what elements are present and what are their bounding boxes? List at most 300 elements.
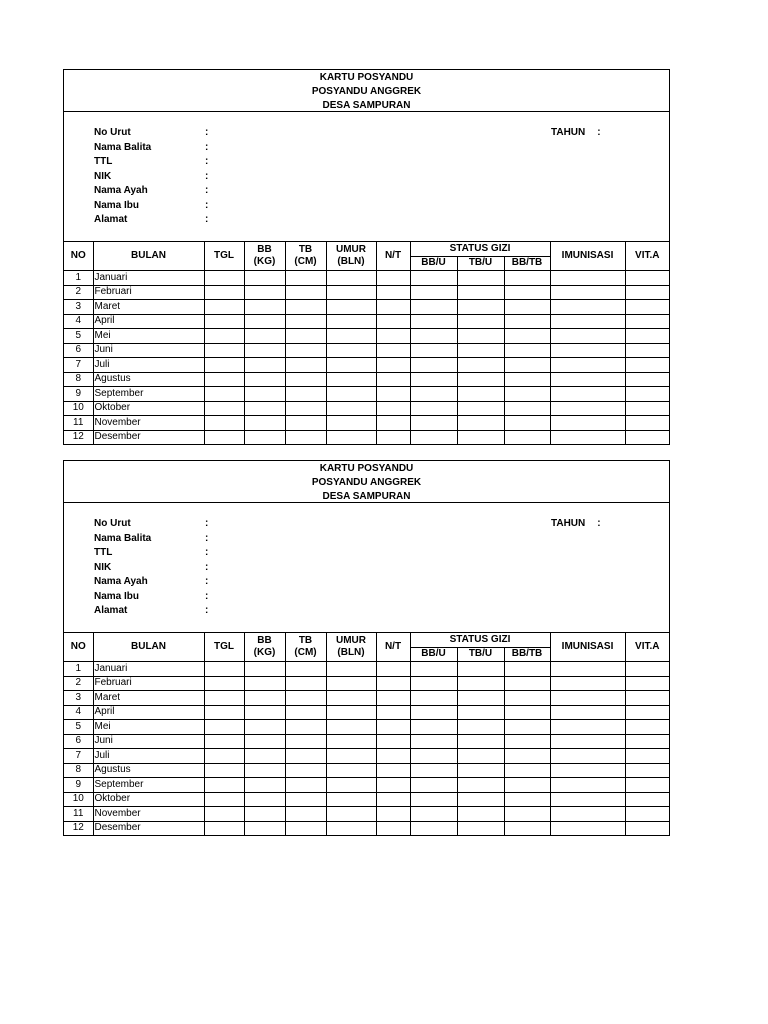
- field-tahun: [551, 126, 601, 140]
- cell-tb[interactable]: [285, 300, 326, 315]
- cell-tgl[interactable]: [204, 387, 244, 402]
- cell-tb-u[interactable]: [457, 372, 504, 387]
- cell-vita[interactable]: [625, 705, 669, 720]
- cell-tgl[interactable]: [204, 401, 244, 416]
- cell-imunisasi[interactable]: [550, 749, 625, 764]
- cell-vita[interactable]: [625, 430, 669, 444]
- cell-umur[interactable]: [326, 271, 376, 286]
- cell-bb-u[interactable]: [410, 358, 457, 373]
- field-separator: :: [205, 590, 209, 602]
- cell-tb[interactable]: [285, 792, 326, 807]
- cell-umur[interactable]: [326, 387, 376, 402]
- cell-bb-tb[interactable]: [504, 734, 550, 749]
- cell-tb[interactable]: [285, 662, 326, 677]
- cell-bb-u[interactable]: [410, 778, 457, 793]
- cell-bb[interactable]: [244, 416, 285, 431]
- cell-bb[interactable]: [244, 372, 285, 387]
- cell-imunisasi[interactable]: [550, 662, 625, 677]
- cell-umur[interactable]: [326, 705, 376, 720]
- cell-nt[interactable]: [376, 401, 410, 416]
- cell-imunisasi[interactable]: [550, 358, 625, 373]
- cell-bb-tb[interactable]: [504, 285, 550, 300]
- field-label: Nama Ayah: [94, 185, 148, 196]
- cell-tb[interactable]: [285, 720, 326, 735]
- cell-bb[interactable]: [244, 676, 285, 691]
- col-bb-line2: (KG): [253, 256, 276, 267]
- cell-bb[interactable]: [244, 720, 285, 735]
- card-posyandu-name: POSYANDU ANGGREK: [311, 86, 422, 97]
- table-row: [64, 807, 669, 822]
- row-month: November: [93, 416, 204, 431]
- cell-nt[interactable]: [376, 314, 410, 329]
- child-info-section: [64, 503, 669, 633]
- col-nt: N/T: [376, 242, 410, 271]
- cell-tb[interactable]: [285, 358, 326, 373]
- cell-bb-u[interactable]: [410, 314, 457, 329]
- cell-bb[interactable]: [244, 271, 285, 286]
- table-row: [64, 314, 669, 329]
- cell-tb-u[interactable]: [457, 662, 504, 677]
- cell-tb-u[interactable]: [457, 749, 504, 764]
- cell-bb-u[interactable]: [410, 749, 457, 764]
- cell-nt[interactable]: [376, 358, 410, 373]
- cell-vita[interactable]: [625, 372, 669, 387]
- cell-vita[interactable]: [625, 416, 669, 431]
- cell-imunisasi[interactable]: [550, 807, 625, 822]
- cell-bb-u[interactable]: [410, 676, 457, 691]
- cell-tgl[interactable]: [204, 691, 244, 706]
- cell-tb-u[interactable]: [457, 285, 504, 300]
- cell-bb-tb[interactable]: [504, 705, 550, 720]
- cell-imunisasi[interactable]: [550, 705, 625, 720]
- cell-tb-u[interactable]: [457, 300, 504, 315]
- cell-tb-u[interactable]: [457, 821, 504, 835]
- cell-bb-u[interactable]: [410, 792, 457, 807]
- cell-bb-u[interactable]: [410, 329, 457, 344]
- cell-nt[interactable]: [376, 705, 410, 720]
- cell-bb-u[interactable]: [410, 691, 457, 706]
- cell-bb-tb[interactable]: [504, 807, 550, 822]
- cell-tgl[interactable]: [204, 778, 244, 793]
- cell-tgl[interactable]: [204, 734, 244, 749]
- cell-imunisasi[interactable]: [550, 734, 625, 749]
- cell-tb[interactable]: [285, 676, 326, 691]
- cell-nt[interactable]: [376, 676, 410, 691]
- row-number: 2: [64, 285, 93, 300]
- cell-bb-u[interactable]: [410, 416, 457, 431]
- card-village-name: DESA SAMPURAN: [322, 491, 411, 502]
- field-label: Nama Balita: [94, 532, 152, 544]
- cell-vita[interactable]: [625, 792, 669, 807]
- cell-umur[interactable]: [326, 285, 376, 300]
- posyandu-card-1: [63, 69, 670, 445]
- cell-umur[interactable]: [326, 778, 376, 793]
- cell-bb-u[interactable]: [410, 285, 457, 300]
- cell-vita[interactable]: [625, 676, 669, 691]
- cell-umur[interactable]: [326, 734, 376, 749]
- cell-nt[interactable]: [376, 271, 410, 286]
- cell-bb-tb[interactable]: [504, 343, 550, 358]
- cell-bb[interactable]: [244, 705, 285, 720]
- cell-bb-u[interactable]: [410, 720, 457, 735]
- cell-imunisasi[interactable]: [550, 271, 625, 286]
- cell-tgl[interactable]: [204, 358, 244, 373]
- cell-nt[interactable]: [376, 807, 410, 822]
- cell-tgl[interactable]: [204, 314, 244, 329]
- cell-tb-u[interactable]: [457, 329, 504, 344]
- cell-imunisasi[interactable]: [550, 329, 625, 344]
- table-row: [64, 271, 669, 286]
- row-month: Juli: [93, 749, 204, 764]
- card-header: [64, 70, 669, 112]
- cell-tb-u[interactable]: [457, 343, 504, 358]
- cell-vita[interactable]: [625, 314, 669, 329]
- cell-umur[interactable]: [326, 416, 376, 431]
- cell-bb-tb[interactable]: [504, 720, 550, 735]
- cell-tgl[interactable]: [204, 662, 244, 677]
- field-nama-balita: [94, 141, 208, 155]
- cell-umur[interactable]: [326, 300, 376, 315]
- cell-tb[interactable]: [285, 821, 326, 835]
- cell-tb-u[interactable]: [457, 807, 504, 822]
- cell-imunisasi[interactable]: [550, 821, 625, 835]
- field-no-urut: [94, 126, 208, 140]
- cell-bb-tb[interactable]: [504, 416, 550, 431]
- cell-bb-u[interactable]: [410, 387, 457, 402]
- cell-umur[interactable]: [326, 662, 376, 677]
- field-separator: :: [205, 576, 209, 587]
- field-ttl: [94, 546, 208, 560]
- cell-vita[interactable]: [625, 720, 669, 735]
- cell-bb-u[interactable]: [410, 662, 457, 677]
- cell-tb-u[interactable]: [457, 792, 504, 807]
- cell-tgl[interactable]: [204, 343, 244, 358]
- cell-nt[interactable]: [376, 372, 410, 387]
- cell-tgl[interactable]: [204, 720, 244, 735]
- cell-bb-tb[interactable]: [504, 778, 550, 793]
- cell-nt[interactable]: [376, 343, 410, 358]
- cell-imunisasi[interactable]: [550, 430, 625, 444]
- cell-nt[interactable]: [376, 734, 410, 749]
- row-month: Oktober: [93, 792, 204, 807]
- field-separator: :: [205, 185, 209, 196]
- cell-umur[interactable]: [326, 720, 376, 735]
- cell-bb[interactable]: [244, 821, 285, 835]
- cell-bb[interactable]: [244, 734, 285, 749]
- cell-umur[interactable]: [326, 749, 376, 764]
- cell-umur[interactable]: [326, 329, 376, 344]
- table-row: [64, 749, 669, 764]
- cell-nt[interactable]: [376, 821, 410, 835]
- cell-bb-tb[interactable]: [504, 430, 550, 444]
- cell-bb-tb[interactable]: [504, 372, 550, 387]
- cell-tb[interactable]: [285, 343, 326, 358]
- cell-imunisasi[interactable]: [550, 300, 625, 315]
- cell-tb-u[interactable]: [457, 387, 504, 402]
- cell-nt[interactable]: [376, 691, 410, 706]
- cell-bb[interactable]: [244, 285, 285, 300]
- row-month: Maret: [93, 300, 204, 315]
- cell-bb-tb[interactable]: [504, 358, 550, 373]
- cell-tgl[interactable]: [204, 300, 244, 315]
- col-umur-line2: (BLN): [337, 256, 365, 267]
- cell-tb[interactable]: [285, 430, 326, 444]
- cell-bb[interactable]: [244, 778, 285, 793]
- cell-umur[interactable]: [326, 676, 376, 691]
- cell-tb[interactable]: [285, 763, 326, 778]
- table-row: [64, 734, 669, 749]
- field-label: Nama Ibu: [94, 590, 140, 602]
- cell-imunisasi[interactable]: [550, 720, 625, 735]
- cell-imunisasi[interactable]: [550, 778, 625, 793]
- cell-imunisasi[interactable]: [550, 416, 625, 431]
- cell-tb[interactable]: [285, 387, 326, 402]
- table-row: [64, 343, 669, 358]
- cell-tb[interactable]: [285, 401, 326, 416]
- table-row: [64, 372, 669, 387]
- row-number: 10: [64, 792, 93, 807]
- cell-vita[interactable]: [625, 691, 669, 706]
- cell-bb-tb[interactable]: [504, 401, 550, 416]
- cell-vita[interactable]: [625, 749, 669, 764]
- cell-bb-u[interactable]: [410, 705, 457, 720]
- cell-tb-u[interactable]: [457, 358, 504, 373]
- cell-tgl[interactable]: [204, 763, 244, 778]
- cell-tb[interactable]: [285, 749, 326, 764]
- cell-bb-u[interactable]: [410, 372, 457, 387]
- row-month: Mei: [93, 720, 204, 735]
- cell-tb-u[interactable]: [457, 271, 504, 286]
- table-body: [64, 271, 669, 445]
- cell-nt[interactable]: [376, 720, 410, 735]
- cell-imunisasi[interactable]: [550, 314, 625, 329]
- cell-tgl[interactable]: [204, 821, 244, 835]
- cell-tgl[interactable]: [204, 416, 244, 431]
- col-tgl: TGL: [204, 242, 244, 271]
- field-label: No Urut: [94, 127, 131, 138]
- cell-imunisasi[interactable]: [550, 792, 625, 807]
- cell-bb-tb[interactable]: [504, 329, 550, 344]
- cell-umur[interactable]: [326, 430, 376, 444]
- cell-nt[interactable]: [376, 792, 410, 807]
- cell-vita[interactable]: [625, 271, 669, 286]
- cell-tgl[interactable]: [204, 329, 244, 344]
- col-nt: N/T: [376, 633, 410, 662]
- cell-umur[interactable]: [326, 792, 376, 807]
- cell-bb[interactable]: [244, 792, 285, 807]
- cell-umur[interactable]: [326, 807, 376, 822]
- cell-tb[interactable]: [285, 285, 326, 300]
- cell-nt[interactable]: [376, 749, 410, 764]
- cell-tb-u[interactable]: [457, 734, 504, 749]
- cell-tb[interactable]: [285, 734, 326, 749]
- cell-bb-tb[interactable]: [504, 749, 550, 764]
- cell-umur[interactable]: [326, 821, 376, 835]
- row-number: 1: [64, 271, 93, 286]
- cell-umur[interactable]: [326, 314, 376, 329]
- col-vita: VIT.A: [625, 242, 669, 271]
- cell-bb[interactable]: [244, 807, 285, 822]
- cell-bb[interactable]: [244, 401, 285, 416]
- cell-bb-u[interactable]: [410, 763, 457, 778]
- cell-tb-u[interactable]: [457, 720, 504, 735]
- cell-nt[interactable]: [376, 416, 410, 431]
- cell-vita[interactable]: [625, 285, 669, 300]
- cell-tgl[interactable]: [204, 676, 244, 691]
- cell-bb-u[interactable]: [410, 343, 457, 358]
- cell-imunisasi[interactable]: [550, 691, 625, 706]
- cell-bb-tb[interactable]: [504, 691, 550, 706]
- cell-tb-u[interactable]: [457, 314, 504, 329]
- cell-tgl[interactable]: [204, 430, 244, 444]
- cell-tb-u[interactable]: [457, 416, 504, 431]
- cell-tb-u[interactable]: [457, 430, 504, 444]
- cell-tgl[interactable]: [204, 749, 244, 764]
- row-month: September: [93, 387, 204, 402]
- cell-tb[interactable]: [285, 807, 326, 822]
- cell-bb-u[interactable]: [410, 821, 457, 835]
- table-row: [64, 720, 669, 735]
- cell-bb[interactable]: [244, 358, 285, 373]
- cell-vita[interactable]: [625, 778, 669, 793]
- cell-imunisasi[interactable]: [550, 285, 625, 300]
- cell-umur[interactable]: [326, 358, 376, 373]
- cell-bb-u[interactable]: [410, 430, 457, 444]
- cell-bb-u[interactable]: [410, 734, 457, 749]
- cell-tb-u[interactable]: [457, 691, 504, 706]
- cell-bb-tb[interactable]: [504, 314, 550, 329]
- cell-nt[interactable]: [376, 662, 410, 677]
- cell-tb[interactable]: [285, 329, 326, 344]
- cell-nt[interactable]: [376, 387, 410, 402]
- cell-tb-u[interactable]: [457, 778, 504, 793]
- cell-tb-u[interactable]: [457, 676, 504, 691]
- cell-nt[interactable]: [376, 778, 410, 793]
- cell-vita[interactable]: [625, 329, 669, 344]
- cell-vita[interactable]: [625, 662, 669, 677]
- cell-vita[interactable]: [625, 734, 669, 749]
- field-no-urut: [94, 517, 208, 531]
- cell-vita[interactable]: [625, 358, 669, 373]
- cell-nt[interactable]: [376, 329, 410, 344]
- cell-nt[interactable]: [376, 430, 410, 444]
- cell-tgl[interactable]: [204, 372, 244, 387]
- cell-tb[interactable]: [285, 705, 326, 720]
- cell-tb[interactable]: [285, 416, 326, 431]
- cell-bb[interactable]: [244, 430, 285, 444]
- cell-bb-tb[interactable]: [504, 300, 550, 315]
- cell-vita[interactable]: [625, 807, 669, 822]
- cell-tb-u[interactable]: [457, 763, 504, 778]
- cell-bb[interactable]: [244, 343, 285, 358]
- cell-umur[interactable]: [326, 372, 376, 387]
- cell-tgl[interactable]: [204, 705, 244, 720]
- row-number: 7: [64, 358, 93, 373]
- col-status-gizi: STATUS GIZI: [410, 633, 550, 647]
- cell-tb[interactable]: [285, 314, 326, 329]
- cell-bb-tb[interactable]: [504, 271, 550, 286]
- cell-vita[interactable]: [625, 300, 669, 315]
- cell-bb[interactable]: [244, 662, 285, 677]
- cell-imunisasi[interactable]: [550, 763, 625, 778]
- table-row: [64, 778, 669, 793]
- cell-bb[interactable]: [244, 691, 285, 706]
- col-umur-line1: UMUR: [336, 635, 366, 646]
- row-month: Juni: [93, 343, 204, 358]
- field-label: TTL: [94, 156, 113, 167]
- cell-bb-u[interactable]: [410, 807, 457, 822]
- cell-bb-tb[interactable]: [504, 676, 550, 691]
- cell-tgl[interactable]: [204, 285, 244, 300]
- table-row: [64, 285, 669, 300]
- cell-tb[interactable]: [285, 691, 326, 706]
- cell-bb-tb[interactable]: [504, 387, 550, 402]
- field-separator: :: [205, 532, 209, 544]
- cell-tgl[interactable]: [204, 271, 244, 286]
- table-row: [64, 792, 669, 807]
- cell-nt[interactable]: [376, 285, 410, 300]
- cell-nt[interactable]: [376, 300, 410, 315]
- row-month: Juli: [93, 358, 204, 373]
- row-number: 8: [64, 763, 93, 778]
- cell-imunisasi[interactable]: [550, 401, 625, 416]
- cell-tb[interactable]: [285, 778, 326, 793]
- cell-tb[interactable]: [285, 271, 326, 286]
- cell-bb-tb[interactable]: [504, 763, 550, 778]
- cell-vita[interactable]: [625, 343, 669, 358]
- cell-tb-u[interactable]: [457, 401, 504, 416]
- cell-bb[interactable]: [244, 763, 285, 778]
- cell-bb-u[interactable]: [410, 300, 457, 315]
- cell-bb[interactable]: [244, 329, 285, 344]
- cell-imunisasi[interactable]: [550, 387, 625, 402]
- field-alamat: [94, 213, 208, 227]
- cell-umur[interactable]: [326, 763, 376, 778]
- cell-bb-tb[interactable]: [504, 662, 550, 677]
- cell-tb-u[interactable]: [457, 705, 504, 720]
- cell-bb-tb[interactable]: [504, 792, 550, 807]
- cell-nt[interactable]: [376, 763, 410, 778]
- table-body: [64, 662, 669, 836]
- cell-bb-tb[interactable]: [504, 821, 550, 835]
- cell-bb[interactable]: [244, 749, 285, 764]
- cell-vita[interactable]: [625, 763, 669, 778]
- cell-umur[interactable]: [326, 691, 376, 706]
- cell-umur[interactable]: [326, 401, 376, 416]
- cell-imunisasi[interactable]: [550, 343, 625, 358]
- cell-vita[interactable]: [625, 401, 669, 416]
- cell-bb[interactable]: [244, 387, 285, 402]
- col-tb: [285, 242, 326, 271]
- cell-bb[interactable]: [244, 300, 285, 315]
- cell-bb-u[interactable]: [410, 271, 457, 286]
- row-month: Januari: [93, 271, 204, 286]
- cell-umur[interactable]: [326, 343, 376, 358]
- cell-vita[interactable]: [625, 821, 669, 835]
- field-separator: :: [597, 518, 601, 529]
- cell-vita[interactable]: [625, 387, 669, 402]
- cell-tb[interactable]: [285, 372, 326, 387]
- col-imunisasi: IMUNISASI: [550, 242, 625, 271]
- cell-bb-u[interactable]: [410, 401, 457, 416]
- cell-tgl[interactable]: [204, 807, 244, 822]
- field-label: Nama Ibu: [94, 199, 140, 211]
- cell-tgl[interactable]: [204, 792, 244, 807]
- cell-imunisasi[interactable]: [550, 372, 625, 387]
- cell-bb[interactable]: [244, 314, 285, 329]
- cell-imunisasi[interactable]: [550, 676, 625, 691]
- field-separator: :: [205, 214, 209, 225]
